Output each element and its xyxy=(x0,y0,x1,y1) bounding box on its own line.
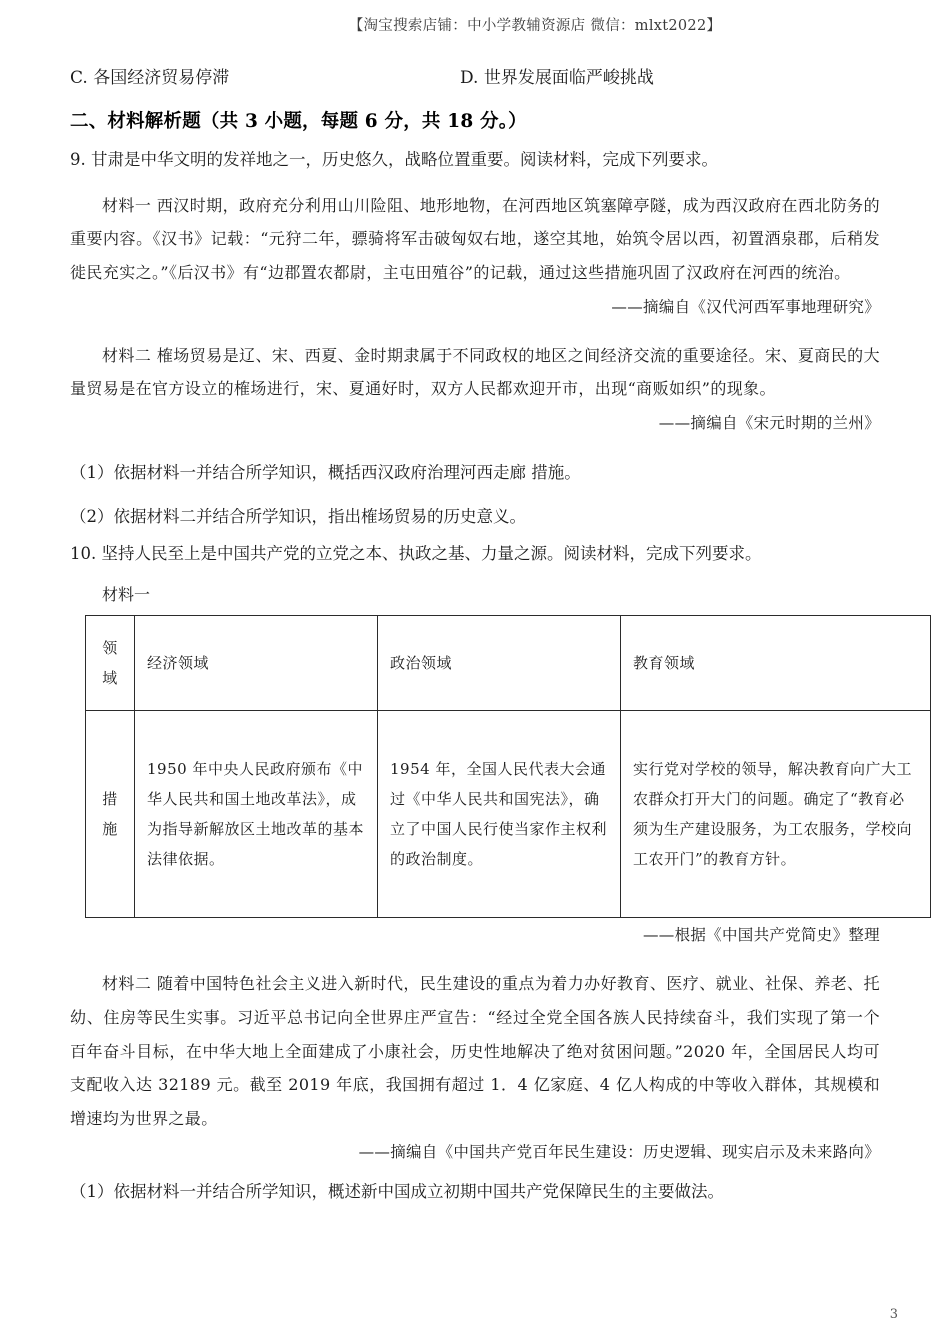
question-9-sub-1: （1）依据材料一并结合所学知识，概括西汉政府治理河西走廊 措施。 xyxy=(70,462,581,482)
question-10-sub-1: （1）依据材料一并结合所学知识，概述新中国成立初期中国共产党保障民生的主要做法。 xyxy=(70,1182,724,1202)
section-heading: 二、材料解析题（共 3 小题，每题 6 分，共 18 分。） xyxy=(70,111,527,132)
table-cell-education: 实行党对学校的领导，解决教育向广大工农群众打开大门的问题。确定了“教育必须为生产建设服务，为工农服务，学校向工农开门”的教育方针。 xyxy=(621,711,931,918)
table-col-header-economy: 经济领域 xyxy=(135,616,378,711)
table-row xyxy=(86,616,931,711)
table-cell-economy: 1950 年中央人民政府颁布《中华人民共和国土地改革法》，成为指导新解放区土地改革的基本法律依据。 xyxy=(135,711,378,918)
question-10-table-source: ——根据《中国共产党简史》整理 xyxy=(642,926,880,945)
option-c: C. 各国经济贸易停滞 xyxy=(70,68,230,88)
table-col-header-politics: 政治领域 xyxy=(378,616,621,711)
table-col-header-education: 教育领域 xyxy=(621,616,931,711)
question-10-material-2: 材料二 随着中国特色社会主义进入新时代，民生建设的重点为着力办好教育、医疗、就业、社保、养老、托幼、住房等民生实事。习近平总书记向全世界庄严宣告：“经过全党全国各族人民持续奋斗，我们实现了第一个百年奋斗目标，在中华大地上全面建成了小康社会，历史性地解决了绝对贫困问题。”2020 年，全国居民人均可支配收入达 32189 元。截至 2019 年底，我国拥有超过 1．4 亿家庭、4 亿人构成的中等收入群体，其规模和增速均为世界之最。 xyxy=(70,974,880,1128)
measures-char-1: 措 xyxy=(102,790,118,809)
table-row xyxy=(86,711,931,918)
question-9-material-2: 材料二 榷场贸易是辽、宋、西夏、金时期隶属于不同政权的地区之间经济交流的重要途径。宋、夏商民的大量贸易是在官方设立的榷场进行，宋、夏通好时，双方人民都欢迎开市，出现“商贩如织”的现象。 xyxy=(70,345,880,399)
question-9-material-1: 材料一 西汉时期，政府充分利用山川险阻、地形地物，在河西地区筑塞障亭隧，成为西汉政府在西北防务的重要内容。《汉书》记载：“元狩二年，骠骑将军击破匈奴右地，遂空其地，始筑令居以西，初置酒泉郡，后稍发徙民充实之。”《后汉书》有“边郡置农都尉，主屯田殖谷”的记载，通过这些措施巩固了汉政府在河西的统治。 xyxy=(70,195,880,282)
watermark-text: 【淘宝搜索店铺：中小学教辅资源店 微信：mlxt2022】 xyxy=(348,18,722,34)
option-d: D. 世界发展面临严峻挑战 xyxy=(460,68,654,88)
question-9-sub-2: （2）依据材料二并结合所学知识，指出榷场贸易的历史意义。 xyxy=(70,506,526,526)
question-9-source-1: ——摘编自《汉代河西军事地理研究》 xyxy=(611,297,880,316)
measures-char-2: 施 xyxy=(102,820,118,839)
row-header-char-2: 域 xyxy=(102,669,118,688)
question-10-stem: 10. 坚持人民至上是中国共产党的立党之本、执政之基、力量之源。阅读材料，完成下列要求。 xyxy=(70,543,762,563)
table-cell-politics: 1954 年，全国人民代表大会通过《中华人民共和国宪法》，确立了中国人民行使当家作主权利的政治制度。 xyxy=(378,711,621,918)
measures-table xyxy=(85,615,931,918)
table-row-header-domain xyxy=(86,616,135,711)
question-9-source-2: ——摘编自《宋元时期的兰州》 xyxy=(658,413,880,432)
question-9-stem: 9. 甘肃是中华文明的发祥地之一，历史悠久，战略位置重要。阅读材料，完成下列要求。 xyxy=(70,150,718,169)
question-10-source-2: ——摘编自《中国共产党百年民生建设：历史逻辑、现实启示及未来路向》 xyxy=(358,1143,880,1162)
answer-options-row xyxy=(70,63,880,88)
table-row-header-measures xyxy=(86,711,135,918)
question-10-material-1-label: 材料一 xyxy=(102,585,151,605)
page-number: 3 xyxy=(889,1307,898,1322)
row-header-char-1: 领 xyxy=(102,639,118,658)
